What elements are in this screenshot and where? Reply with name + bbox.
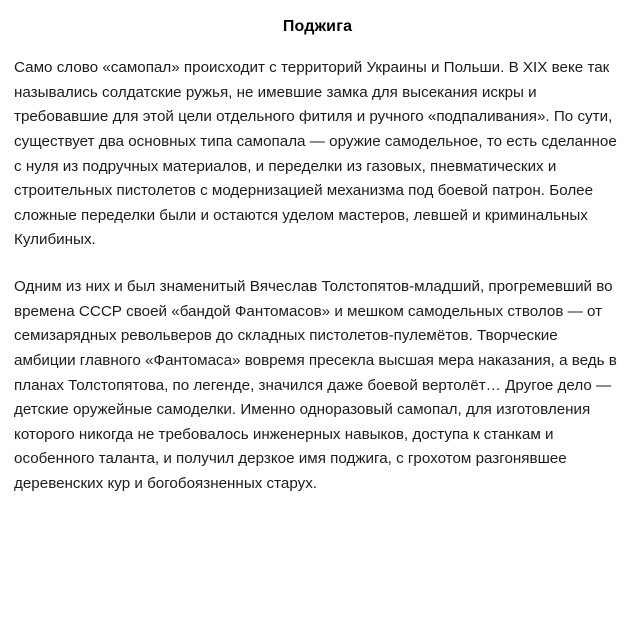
body-paragraph: Само слово «самопал» происходит с территорий Украины и Польши. В XIX веке так назывались солдатские ружья, не имевшие замка для высекания искры и требовавшие для этой цели отдельного фитиля и ручного «подпаливания». По сути, существует два основных типа самопала — оружие самодельное, то есть сделанное с нуля из подручных материалов, и переделки из газовых, пневматических и строительных пистолетов с модернизацией механизма под боевой патрон. Более сложные переделки были и остаются уделом мастеров, левшей и криминальных Кулибиных. [14, 59, 617, 249]
page-title: Поджига [282, 18, 353, 35]
body-paragraph: Одним из них и был знаменитый Вячеслав Толстопятов-младший, прогремевший во времена СССР своей «бандой Фантомасов» и мешком самодельных стволов — от семизарядных револьверов до складных пистолетов-пулемётов. Творческие амбиции главного «Фантомаса» вовремя пресекла высшая мера наказания, а ведь в планах Толстопятова, по легенде, значился даже боевой вертолёт… Другое дело — детские оружейные самоделки. Именно одноразовый самопал, для изготовления которого никогда не требовалось инженерных навыков, доступа к станкам и особенного таланта, и получил дерзкое имя поджига, с грохотом разгонявшее деревенских кур и богобоязненных старух. [14, 278, 617, 492]
